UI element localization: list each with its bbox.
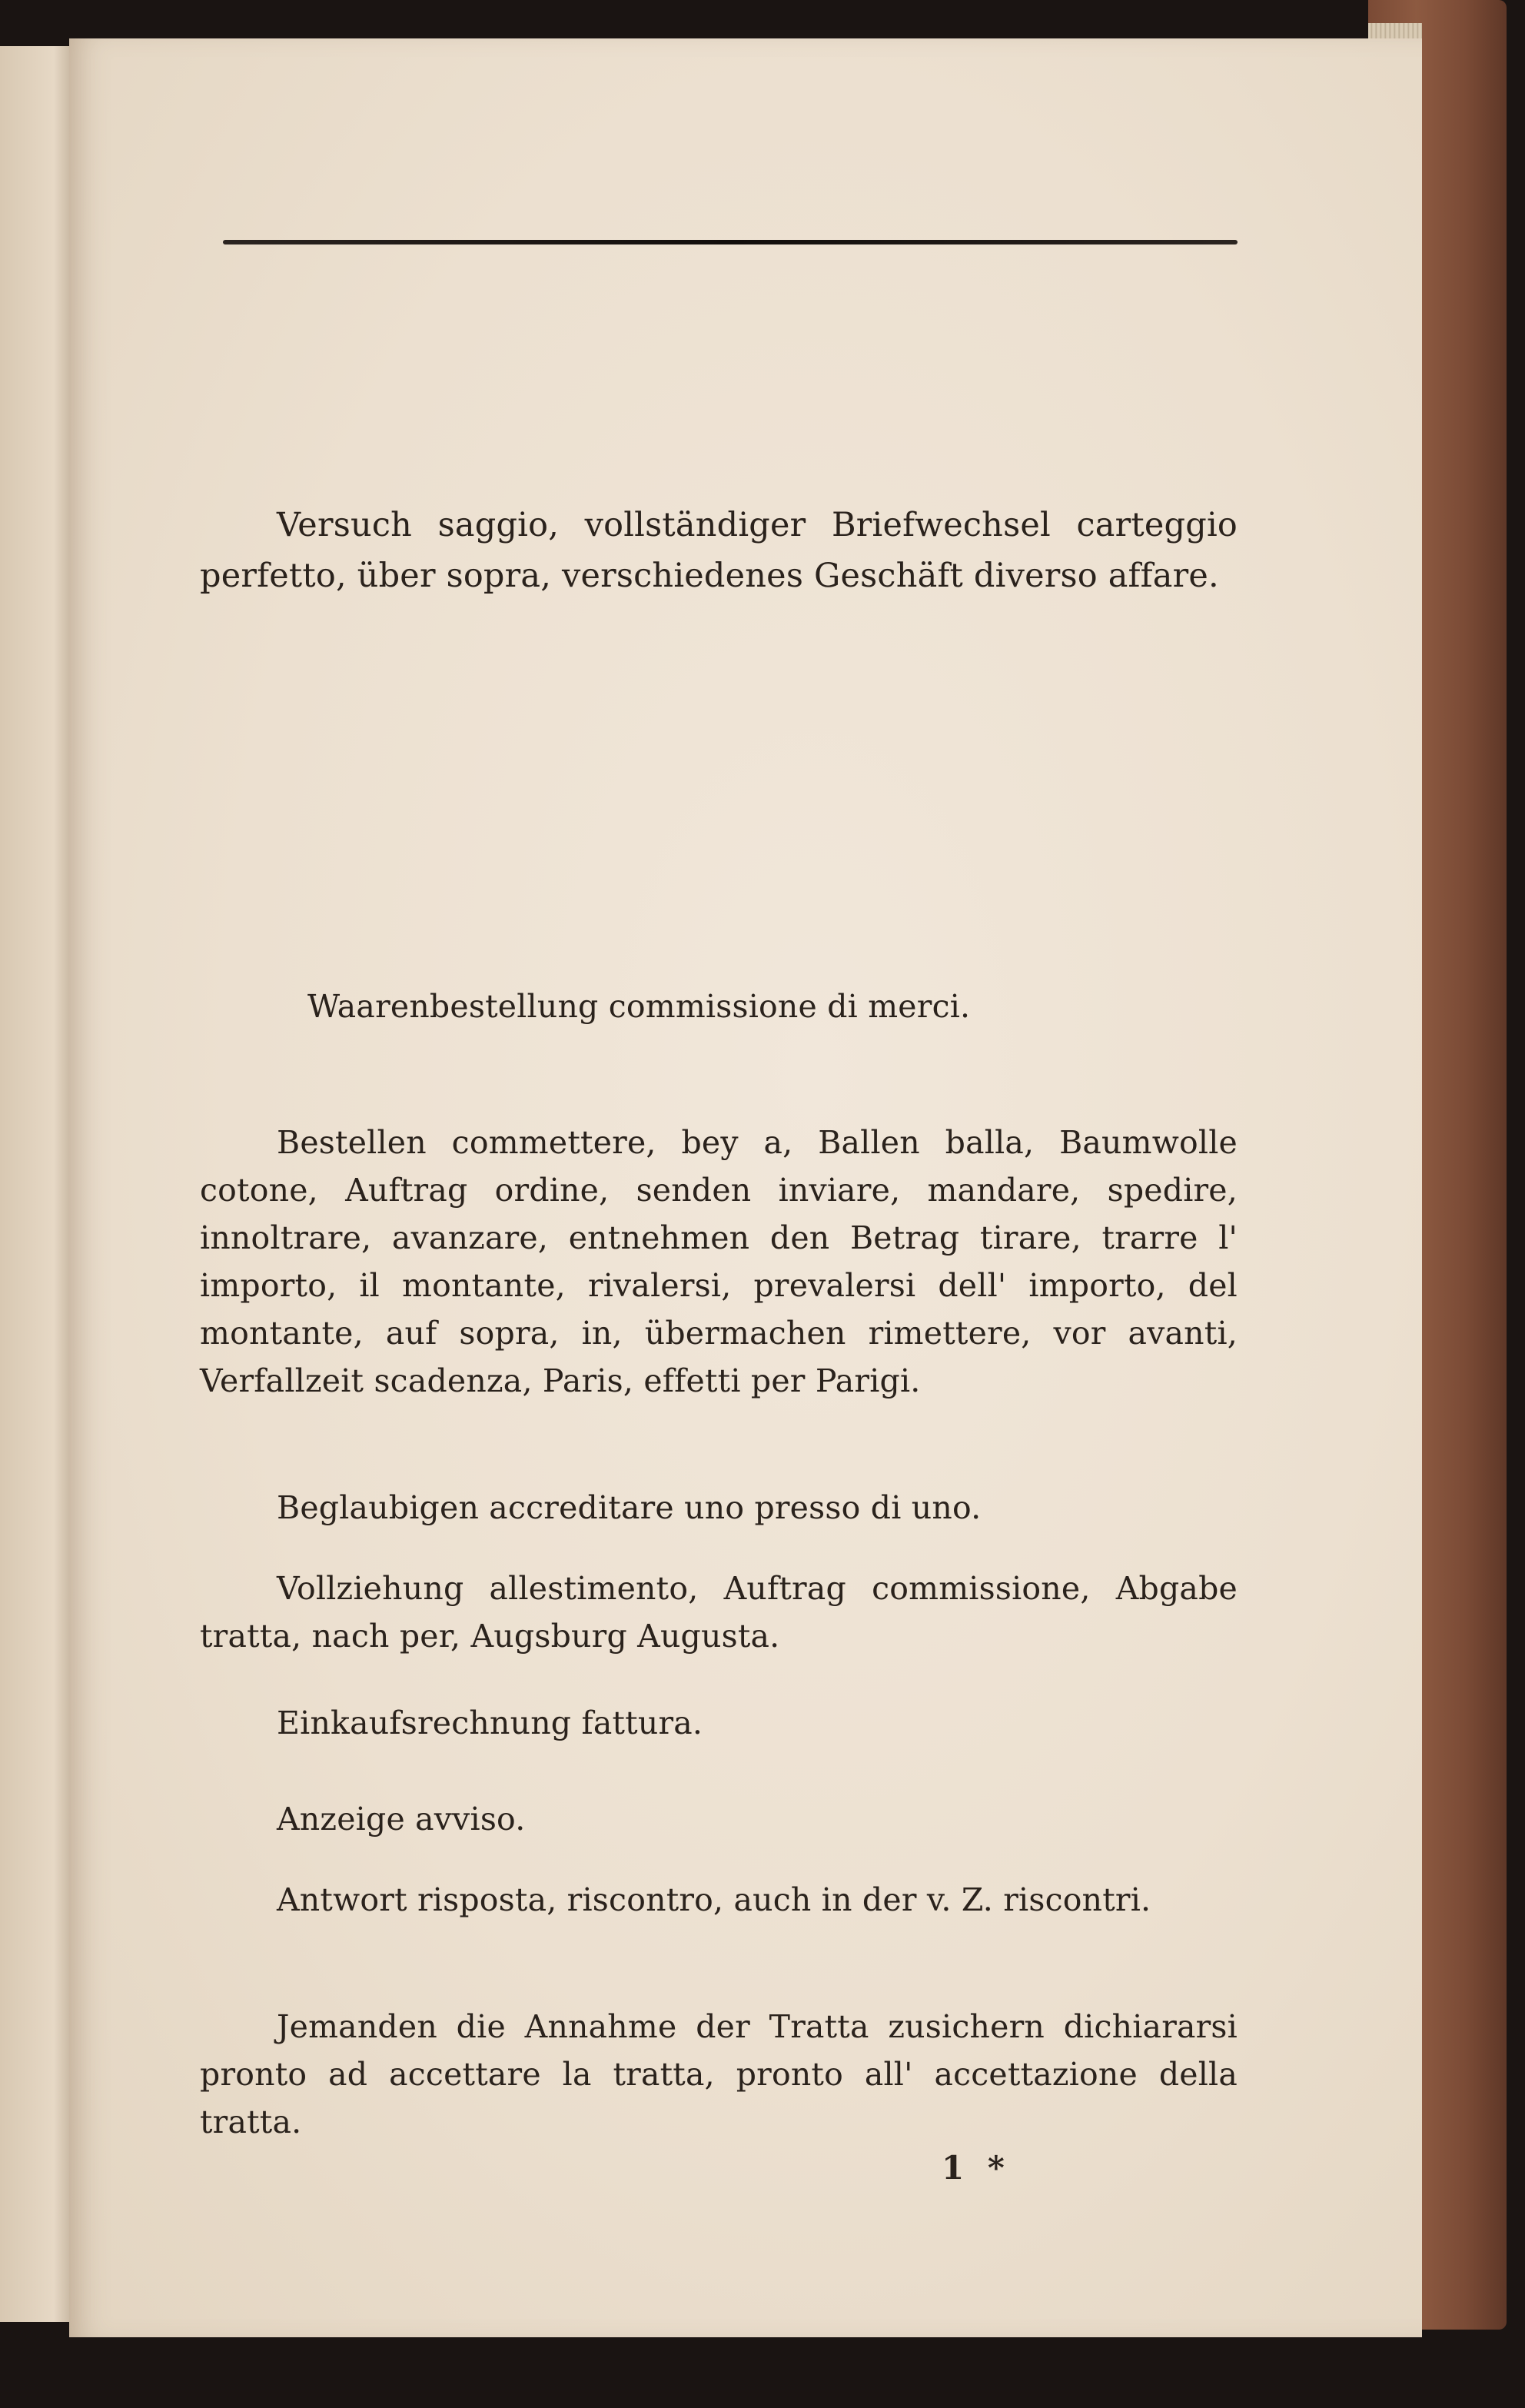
facing-page-edge xyxy=(0,46,77,2322)
vocabulary-paragraph: Anzeige avviso. xyxy=(277,1801,526,1838)
vocabulary-paragraph: Antwort risposta, riscontro, auch in der v. Z. riscontri. xyxy=(277,1881,1151,1918)
book-page xyxy=(69,38,1422,2337)
vocabulary-paragraph: Vollziehung allestimento, Auftrag commissione, Abgabe tratta, nach per, Augsburg Augusta. xyxy=(200,1570,1238,1655)
header-rule xyxy=(223,240,1238,244)
vocabulary-paragraph: Jemanden die Annahme der Tratta zusichern dichiararsi pronto ad accettare la tratta, pronto all' accettazione della tratta. xyxy=(200,2008,1238,2140)
vocabulary-paragraph: Bestellen commettere, bey a, Ballen balla, Baumwolle cotone, Auftrag ordine, senden inviare, mandare, spedire, innoltrare, avanzare, entnehmen den Betrag tirare, trarre l' importo, il montante, rivalersi, prevalersi dell' importo, del montante, auf sopra, in, übermachen rimettere, vor avanti, Verfallzeit scadenza, Paris, effetti per Parigi. xyxy=(200,1124,1238,1399)
vocabulary-paragraph: Beglaubigen accreditare uno presso di uno. xyxy=(277,1489,982,1526)
vocabulary-paragraph: Einkaufsrechnung fattura. xyxy=(277,1705,703,1741)
chapter-heading: Versuch saggio, vollständiger Briefwechsel carteggio perfetto, über sopra, verschiedenes Geschäft diverso affare. xyxy=(200,506,1238,595)
signature-mark: 1 * xyxy=(942,2149,1011,2187)
section-title: Waarenbestellung commissione di merci. xyxy=(307,988,971,1025)
